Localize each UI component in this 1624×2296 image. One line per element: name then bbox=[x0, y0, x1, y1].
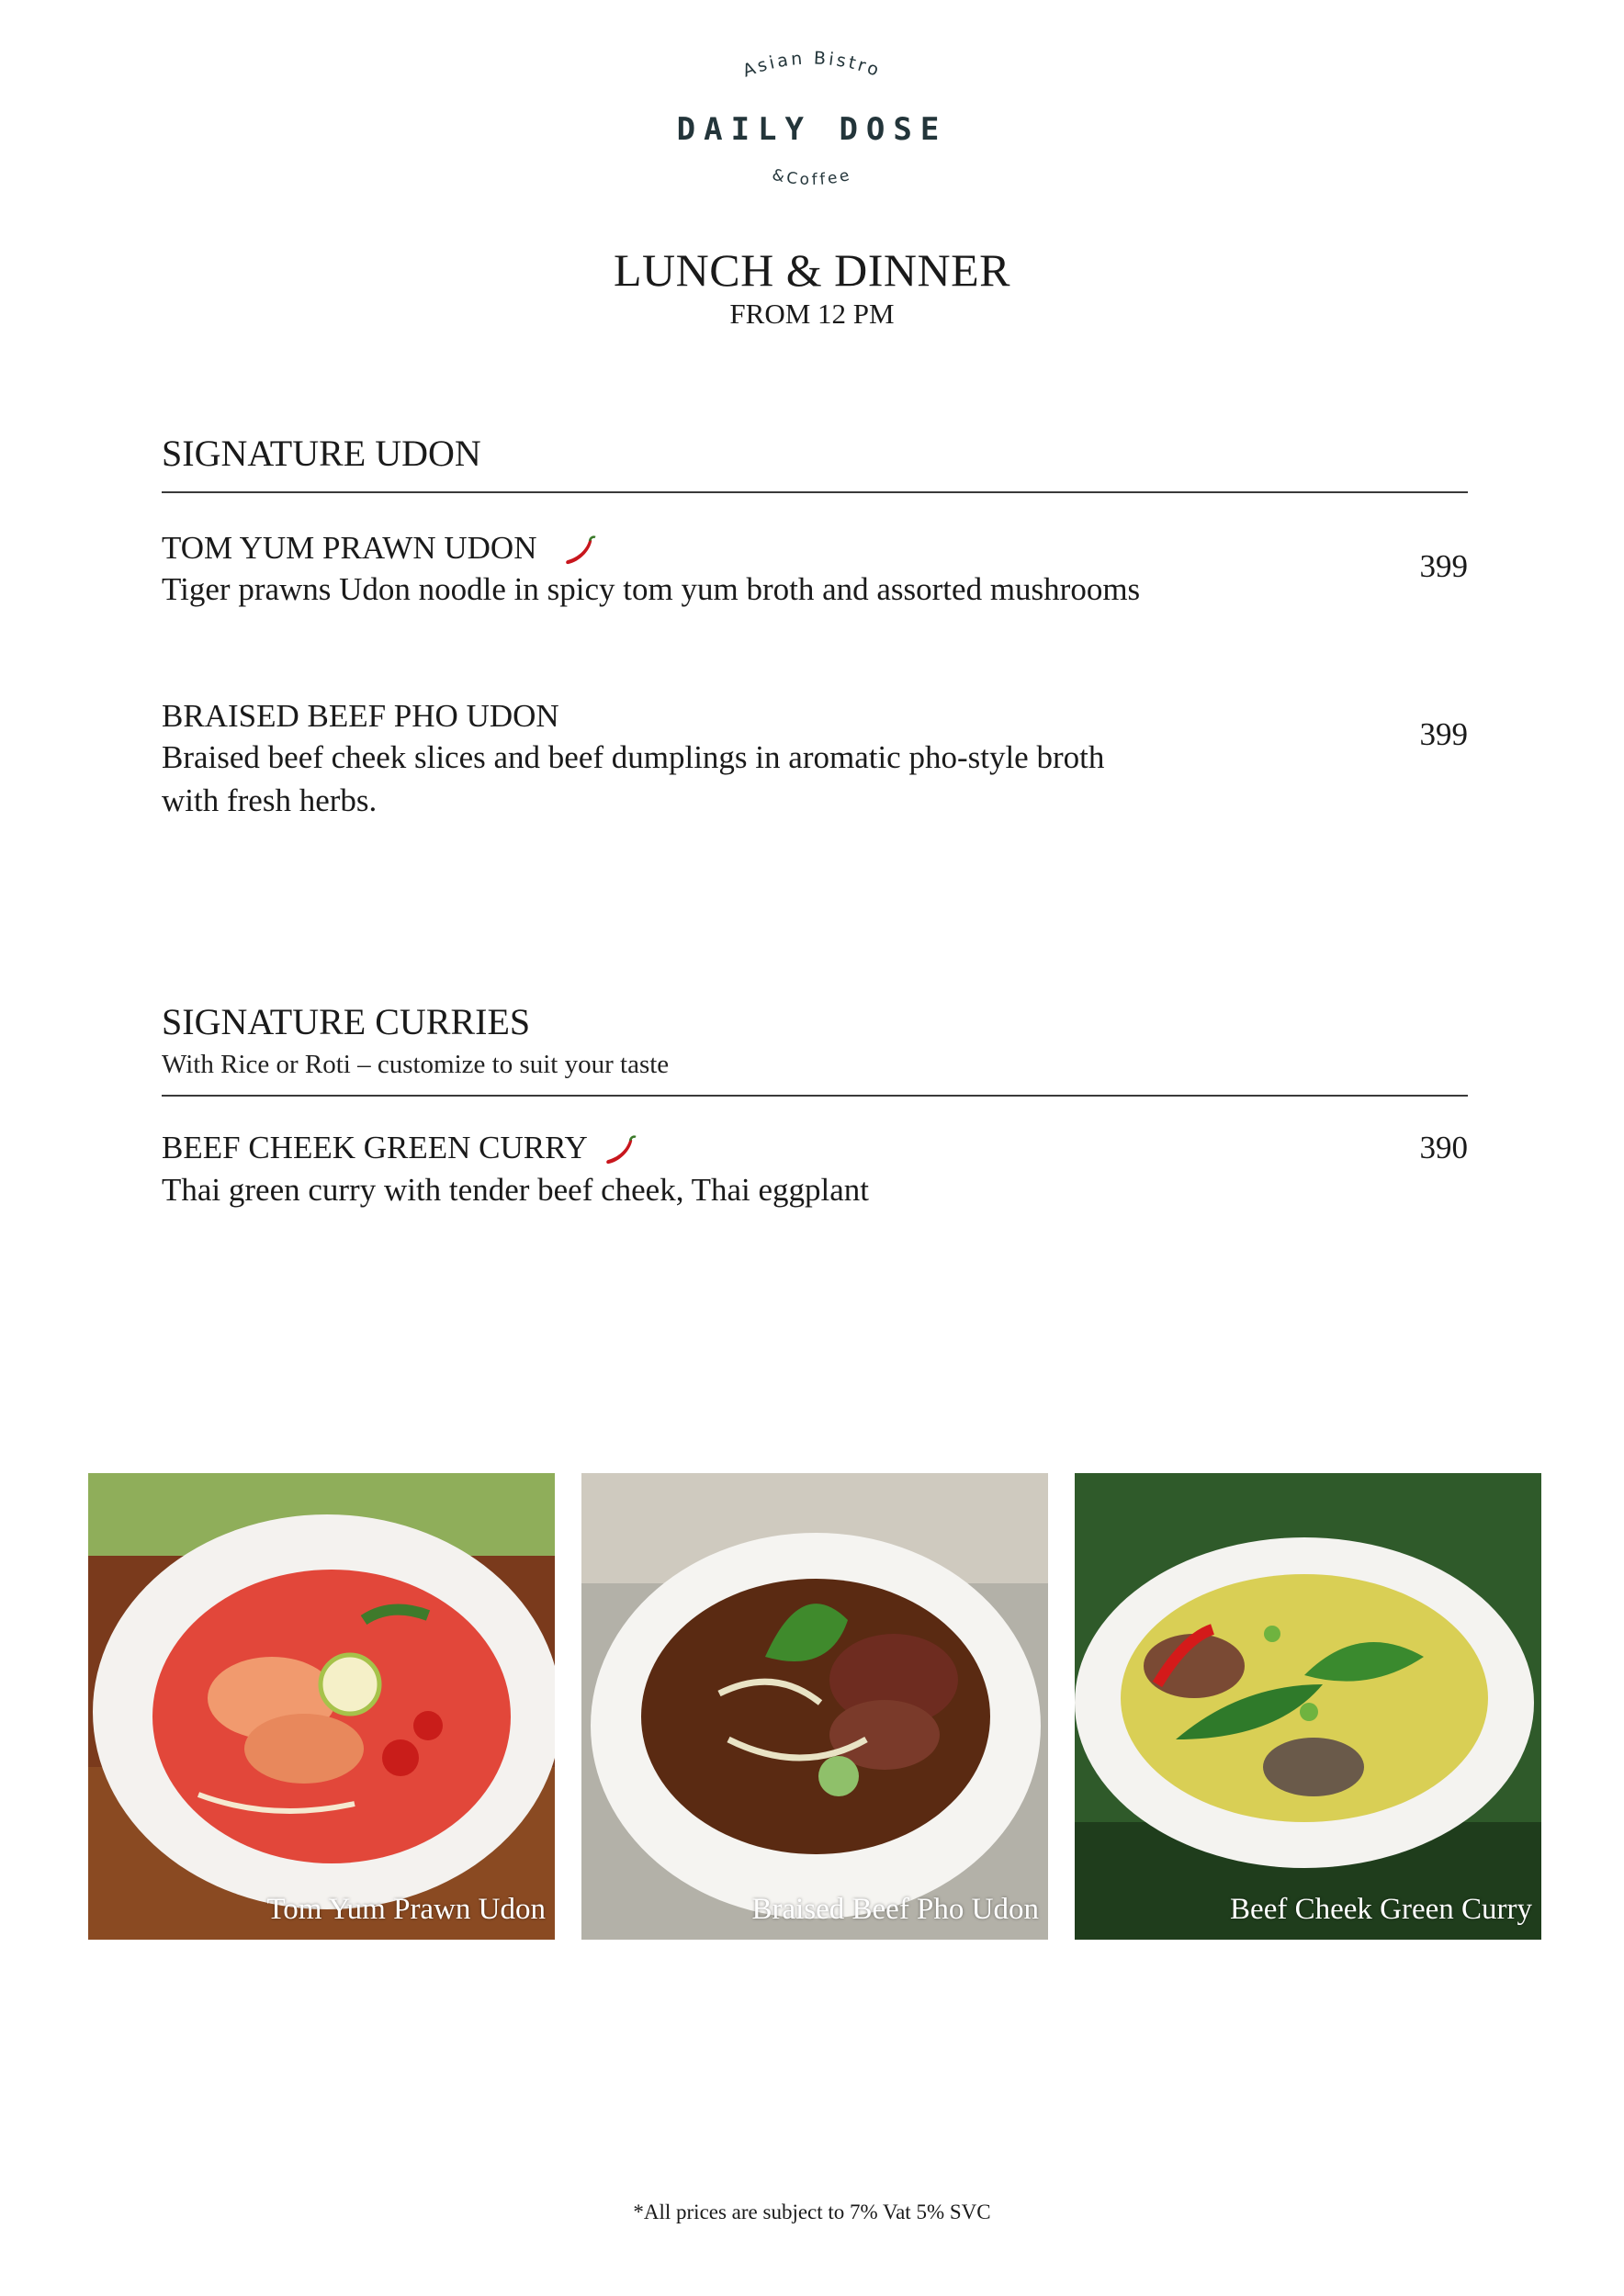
dish-photo-tom-yum bbox=[88, 1473, 555, 1940]
menu-item-price: 399 bbox=[1419, 716, 1468, 752]
section-subtitle: With Rice or Roti – customize to suit your taste bbox=[162, 1050, 670, 1079]
menu-item-name: BEEF CHEEK GREEN CURRY bbox=[162, 1129, 638, 1167]
menu-item-description: Braised beef cheek slices and beef dumplings in aromatic pho-style broth with fresh herbs. bbox=[162, 739, 1105, 818]
photo-caption: Tom Yum Prawn Udon bbox=[266, 1893, 546, 1926]
menu-item-name: TOM YUM PRAWN UDON bbox=[162, 529, 598, 568]
dish-photo-beef-pho bbox=[581, 1473, 1048, 1940]
menu-item-description: Thai green curry with tender beef cheek, Thai eggplant bbox=[162, 1172, 869, 1208]
photo-caption: Braised Beef Pho Udon bbox=[751, 1893, 1039, 1926]
photo-caption: Beef Cheek Green Curry bbox=[1230, 1893, 1532, 1926]
menu-subtitle: FROM 12 PM bbox=[729, 298, 895, 330]
section-title-signature-curries: SIGNATURE CURRIES bbox=[162, 1001, 531, 1042]
dish-photo-green-curry bbox=[1075, 1473, 1541, 1940]
section-title-signature-udon: SIGNATURE UDON bbox=[162, 433, 481, 474]
menu-item-description: Tiger prawns Udon noodle in spicy tom yum broth and assorted mushrooms bbox=[162, 571, 1141, 607]
chili-pepper-icon bbox=[561, 535, 598, 568]
logo-name: DAILY DOSE bbox=[676, 111, 948, 148]
price-footnote: *All prices are subject to 7% Vat 5% SVC bbox=[633, 2200, 991, 2223]
menu-item-price: 390 bbox=[1419, 1130, 1468, 1165]
menu-item-name: BRAISED BEEF PHO UDON bbox=[162, 698, 559, 734]
menu-title: LUNCH & DINNER bbox=[614, 244, 1010, 296]
logo-bottom-arc: &Coffee bbox=[770, 165, 854, 190]
section-divider bbox=[162, 1095, 1468, 1097]
chili-pepper-icon bbox=[602, 1134, 638, 1167]
logo-top-arc: Asian Bistro bbox=[739, 48, 885, 82]
menu-item-price: 399 bbox=[1419, 548, 1468, 584]
brand-logo bbox=[674, 48, 950, 204]
section-divider bbox=[162, 491, 1468, 493]
